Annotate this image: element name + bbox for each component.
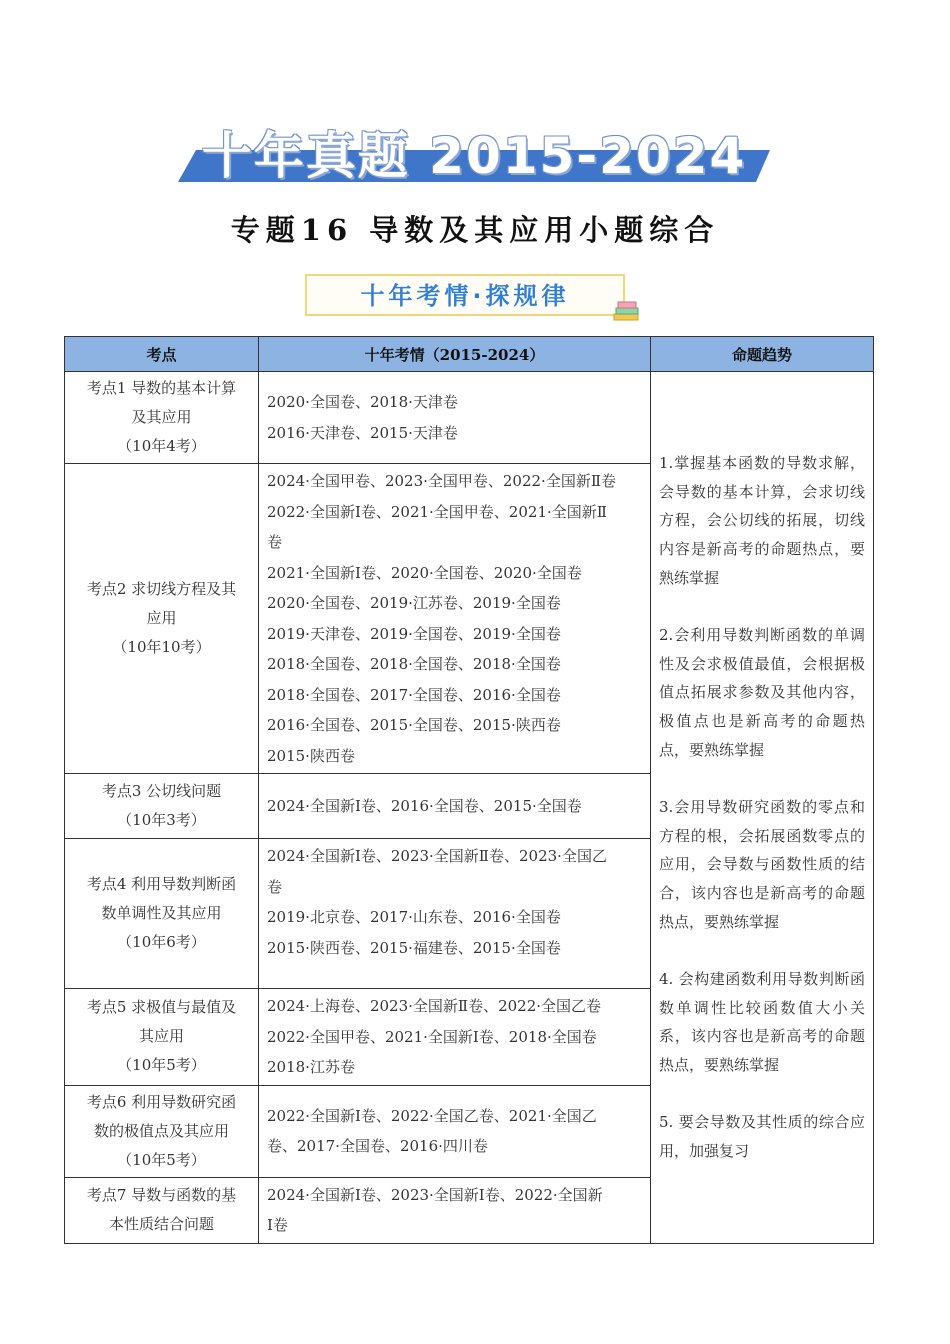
point-text: 考点2 求切线方程及其 [86, 580, 237, 598]
years-text: Ⅰ卷 [267, 1216, 288, 1234]
point-text: （10年5考） [117, 1150, 206, 1169]
years-cell [259, 464, 651, 774]
years-text: 2024·全国新Ⅰ卷、2023·全国新Ⅰ卷、2022·全国新 [267, 1185, 603, 1204]
point-text: 考点1 导数的基本计算 [86, 379, 237, 397]
years-text: 2019·北京卷、2017·山东卷、2016·全国卷 [267, 908, 561, 926]
point-text: 考点3 公切线问题 [101, 782, 222, 800]
years-text: 2015·陕西卷 [267, 746, 355, 765]
trend-text: 5. 要会导数及其性质的综合应用，加强复习 [659, 1113, 865, 1160]
point-text: （10年10考） [112, 638, 211, 656]
point-text: （10年3考） [117, 811, 206, 829]
years-text: 2018·江苏卷 [267, 1058, 355, 1076]
table-header-row [65, 337, 874, 372]
point-text: 及其应用 [131, 408, 192, 426]
point-text: 数的极值点及其应用 [93, 1121, 229, 1140]
point-text: 其应用 [138, 1027, 184, 1046]
years-text: 2019·天津卷、2019·全国卷、2019·全国卷 [267, 624, 561, 643]
years-text: 2018·全国卷、2017·全国卷、2016·全国卷 [267, 685, 561, 704]
years-text: 2016·全国卷、2015·全国卷、2015·陕西卷 [267, 716, 561, 734]
years-cell [259, 372, 651, 464]
years-text: 2020·全国卷、2019·江苏卷、2019·全国卷 [267, 594, 561, 612]
point-cell [65, 464, 259, 774]
point-text: （10年6考） [117, 933, 206, 951]
point-cell [65, 989, 259, 1086]
years-text: 卷 [267, 533, 283, 551]
trend-text: 1.掌握基本函数的导数求解，会导数的基本计算，会求切线方程，会公切线的拓展，切线内容是新高考的命题热点，要熟练掌握 [659, 453, 865, 588]
years-text: 卷、2017·全国卷、2016·四川卷 [267, 1137, 488, 1155]
point-cell [65, 1177, 259, 1243]
section-header [305, 274, 625, 316]
point-text: 应用 [146, 609, 177, 627]
years-text: 2022·全国新Ⅰ卷、2021·全国甲卷、2021·全国新Ⅱ [267, 502, 607, 521]
banner-title: 十年真题 2015-2024 [201, 127, 747, 185]
years-text: 2024·全国新Ⅰ卷、2023·全国新Ⅱ卷、2023·全国乙 [267, 847, 607, 865]
years-text: 2015·陕西卷、2015·福建卷、2015·全国卷 [267, 938, 561, 957]
years-text: 2022·全国甲卷、2021·全国新Ⅰ卷、2018·全国卷 [267, 1027, 597, 1046]
years-cell [259, 774, 651, 839]
header-point: 考点 [65, 337, 259, 372]
years-cell [259, 1085, 651, 1177]
years-text: 2024·全国甲卷、2023·全国甲卷、2022·全国新Ⅱ卷 [267, 472, 617, 490]
trend-text: 3.会用导数研究函数的零点和方程的根，会拓展函数零点的应用，会导数与函数性质的结合，该内容也是新高考的命题热点，要熟练掌握 [659, 797, 865, 932]
point-text: （10年4考） [117, 437, 206, 455]
header-trend: 命题趋势 [651, 337, 874, 372]
years-text: 2021·全国新Ⅰ卷、2020·全国卷、2020·全国卷 [267, 563, 582, 582]
point-text: 考点7 导数与函数的基 [86, 1186, 237, 1204]
years-text: 2022·全国新Ⅰ卷、2022·全国乙卷、2021·全国乙 [267, 1106, 597, 1125]
header-years: 十年考情（2015-2024） [259, 337, 651, 372]
point-cell [65, 774, 259, 839]
years-cell [259, 989, 651, 1086]
section-label: 十年考情·探规律 [360, 282, 570, 310]
years-text: 2024·上海卷、2023·全国新Ⅱ卷、2022·全国乙卷 [267, 997, 602, 1015]
years-text: 2018·全国卷、2018·全国卷、2018·全国卷 [267, 655, 561, 673]
books-icon [612, 298, 642, 324]
point-text: 考点6 利用导数研究函 [86, 1092, 237, 1111]
years-text: 2024·全国新Ⅰ卷、2016·全国卷、2015·全国卷 [267, 796, 582, 815]
point-cell [65, 839, 259, 989]
years-text: 2020·全国卷、2018·天津卷 [267, 393, 458, 411]
point-text: 本性质结合问题 [108, 1215, 214, 1233]
point-text: 数单调性及其应用 [101, 904, 222, 922]
exam-table [64, 336, 874, 1244]
point-text: 考点5 求极值与最值及 [86, 998, 237, 1017]
years-cell [259, 1177, 651, 1243]
page-title: 专题16 导数及其应用小题综合 [230, 213, 720, 247]
trend-text: 2.会利用导数判断函数的单调性及会求极值最值，会根据极值点拓展求参数及其他内容，极值点也是新高考的命题热点，要熟练掌握 [659, 625, 865, 760]
point-cell [65, 372, 259, 464]
banner [178, 112, 770, 184]
years-text: 2016·天津卷、2015·天津卷 [267, 423, 458, 442]
point-cell [65, 1085, 259, 1177]
point-text: （10年5考） [117, 1056, 206, 1075]
trend-text: 4. 会构建函数利用导数判断函数单调性比较函数值大小关系，该内容也是新高考的命题热点，要熟练掌握 [659, 969, 865, 1075]
years-cell [259, 839, 651, 989]
table-row [65, 372, 874, 464]
years-text: 卷 [267, 877, 283, 896]
trend-cell [651, 372, 874, 1244]
point-text: 考点4 利用导数判断函 [86, 875, 237, 893]
